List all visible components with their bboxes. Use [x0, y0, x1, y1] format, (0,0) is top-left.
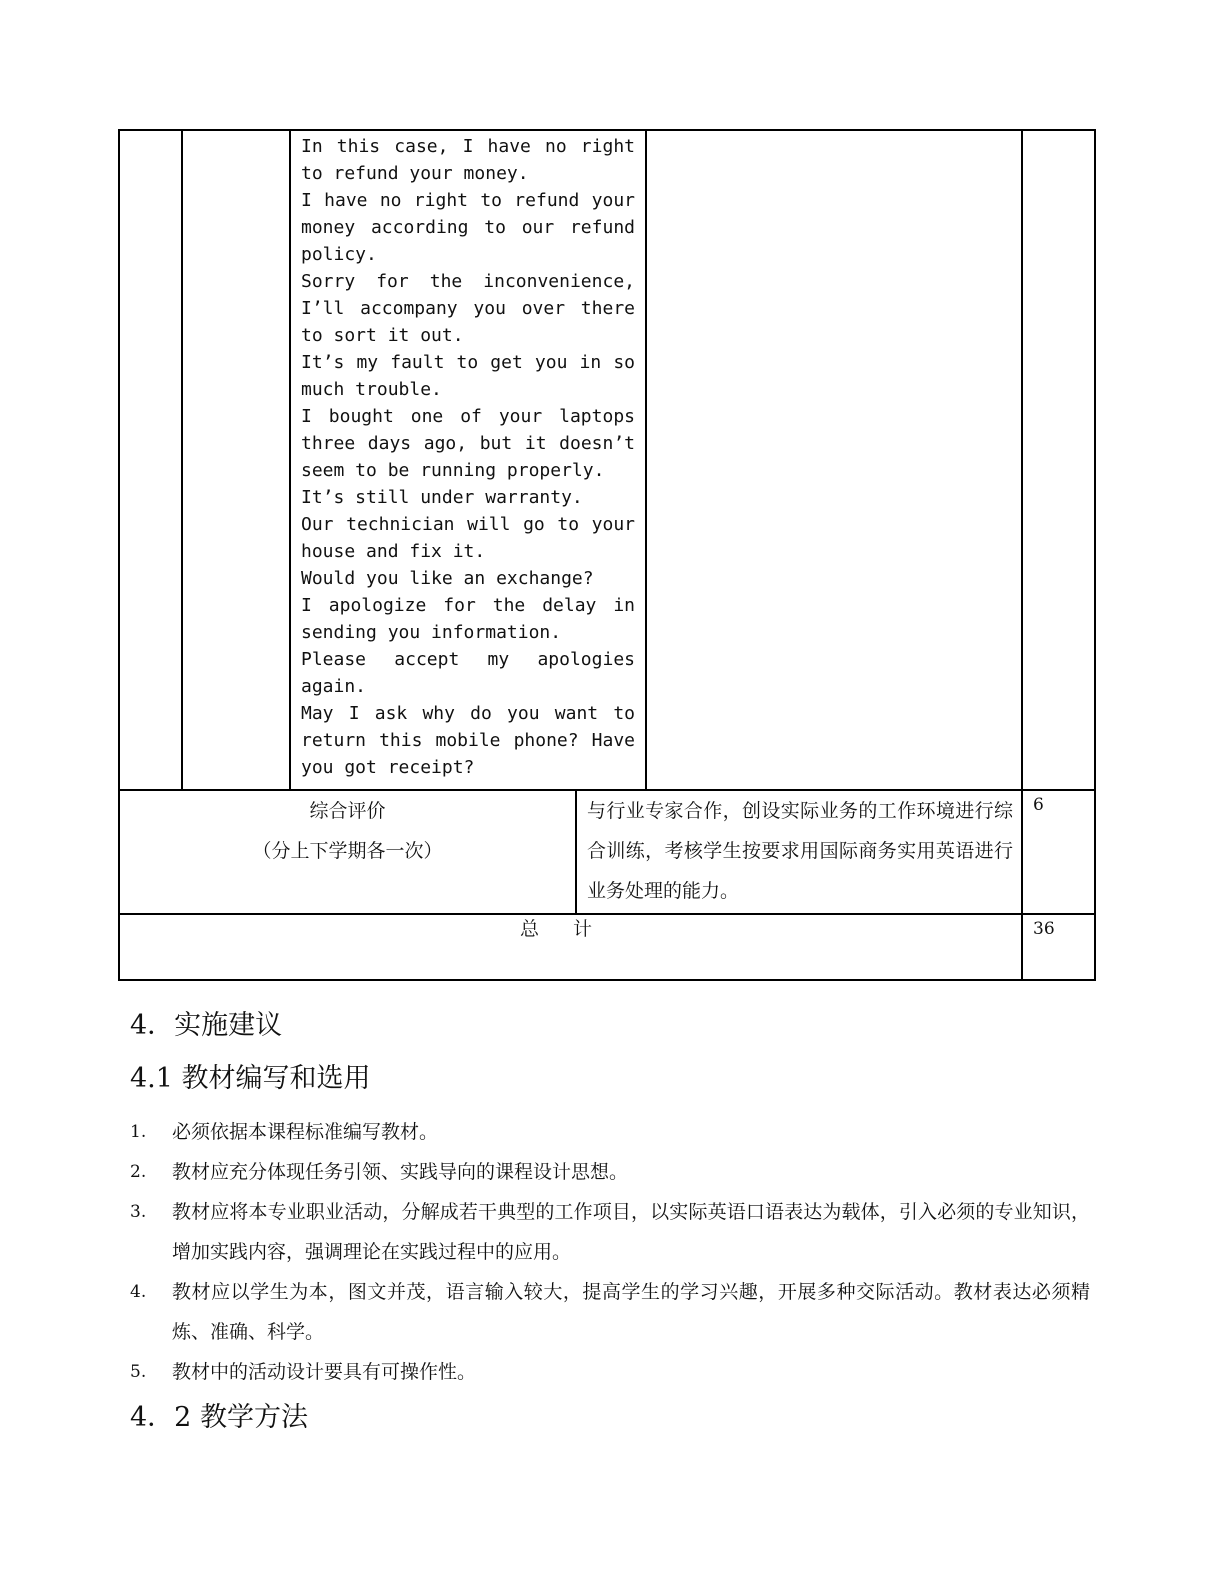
evaluation-hours: 6 [1033, 795, 1044, 815]
evaluation-label-cell [119, 790, 576, 914]
evaluation-sublabel: （分上下学期各一次） [252, 840, 443, 862]
total-label-cell [119, 914, 1022, 980]
evaluation-row [119, 790, 1095, 914]
total-hours-cell [1022, 914, 1095, 980]
textbook-requirements-list [130, 1112, 1090, 1392]
dialog-line: Would you like an exchange? [301, 568, 594, 589]
dialog-text [291, 131, 645, 789]
dialog-row [119, 130, 1095, 790]
dialog-cell [290, 130, 646, 790]
list-item-text: 教材应以学生为本，图文并茂，语言输入较大，提高学生的学习兴趣，开展多种交际活动。教材表达必须精炼、准确、科学。 [172, 1281, 1090, 1343]
total-row [119, 914, 1095, 980]
list-item-number: 4. [130, 1282, 147, 1302]
list-item-text: 教材应充分体现任务引领、实践导向的课程设计思想。 [172, 1161, 629, 1183]
empty-cell [646, 130, 1022, 790]
dialog-line: Our technician will go to your house and fix it. [301, 514, 635, 562]
empty-cell [119, 130, 182, 790]
list-item [130, 1272, 1090, 1352]
evaluation-hours-cell [1022, 790, 1095, 914]
list-item-text: 教材中的活动设计要具有可操作性。 [172, 1361, 477, 1383]
list-item [130, 1152, 1090, 1192]
list-item [130, 1192, 1090, 1272]
total-hours: 36 [1033, 919, 1055, 939]
dialog-line: It’s my fault to get you in so much trouble. [301, 352, 635, 400]
list-item-number: 1. [130, 1122, 147, 1142]
dialog-line: May I ask why do you want to return this mobile phone? Have you got receipt? [301, 703, 635, 778]
evaluation-label: 综合评价 [309, 800, 386, 822]
dialog-line: It’s still under warranty. [301, 487, 583, 508]
dialog-line: I have no right to refund your money according to our refund policy. [301, 190, 635, 265]
evaluation-desc-cell [576, 790, 1022, 914]
evaluation-description: 与行业专家合作，创设实际业务的工作环境进行综合训练，考核学生按要求用国际商务实用英语进行业务处理的能力。 [587, 800, 1013, 902]
empty-cell [182, 130, 290, 790]
empty-cell [1022, 130, 1095, 790]
dialog-line: In this case, I have no right to refund your money. [301, 136, 635, 184]
dialog-line: Please accept my apologies again. [301, 649, 635, 697]
section-heading-4-1: 4.1 教材编写和选用 [130, 1063, 371, 1094]
dialog-line: I bought one of your laptops three days ago, but it doesn’t seem to be running properly. [301, 406, 635, 481]
course-table [118, 129, 1096, 981]
list-item-text: 教材应将本专业职业活动，分解成若干典型的工作项目，以实际英语口语表达为载体，引入必须的专业知识，增加实践内容，强调理论在实践过程中的应用。 [172, 1201, 1090, 1263]
dialog-line: I apologize for the delay in sending you information. [301, 595, 635, 643]
total-label: 总 计 [520, 918, 593, 940]
dialog-line: Sorry for the inconvenience, I’ll accompany you over there to sort it out. [301, 271, 635, 346]
section-heading-4-2: 4．2 教学方法 [130, 1402, 308, 1433]
list-item-number: 5. [130, 1362, 147, 1382]
list-item-number: 3. [130, 1202, 147, 1222]
list-item [130, 1112, 1090, 1152]
list-item-text: 必须依据本课程标准编写教材。 [172, 1121, 439, 1143]
section-heading-4: 4．实施建议 [130, 1010, 283, 1041]
list-item [130, 1352, 1090, 1392]
list-item-number: 2. [130, 1162, 147, 1182]
